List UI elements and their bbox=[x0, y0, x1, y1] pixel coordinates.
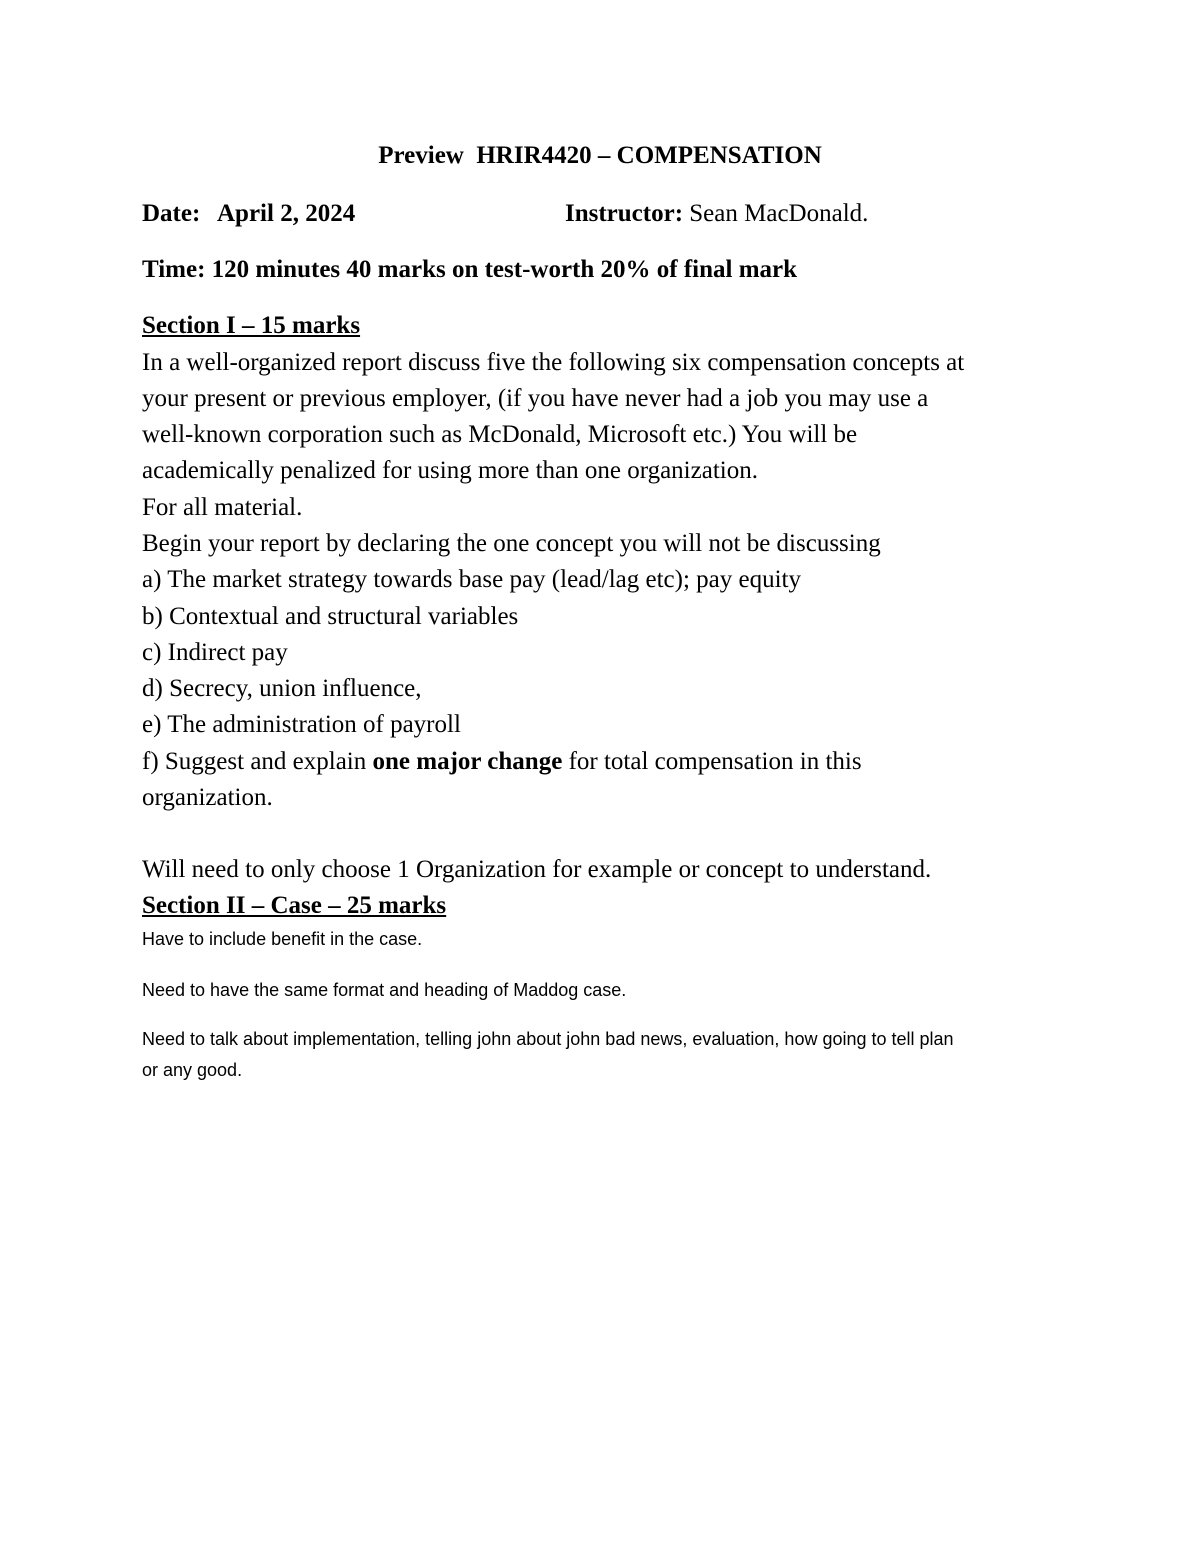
list-item-c: c) Indirect pay bbox=[142, 639, 288, 666]
list-item-f-prefix: f) Suggest and explain bbox=[142, 748, 373, 775]
section1-note: Will need to only choose 1 Organization for example or concept to understand. bbox=[142, 856, 932, 883]
list-item-d: d) Secrecy, union influence, bbox=[142, 675, 422, 702]
section1-intro-line: In a well-organized report discuss five the following six compensation concepts at bbox=[142, 349, 965, 376]
list-item-f bbox=[142, 748, 862, 776]
section1-heading: Section I – 15 marks bbox=[142, 312, 361, 339]
list-item-f-continuation: organization. bbox=[142, 784, 273, 811]
list-item-a: a) The market strategy towards base pay (lead/lag etc); pay equity bbox=[142, 566, 801, 593]
list-item-e: e) The administration of payroll bbox=[142, 711, 461, 738]
section1-intro-line: For all material. bbox=[142, 494, 303, 521]
list-item-f-emphasis: one major change bbox=[372, 748, 563, 775]
section2-heading: Section II – Case – 25 marks bbox=[142, 892, 447, 919]
section1-intro-line: Begin your report by declaring the one concept you will not be discussing bbox=[142, 530, 881, 557]
date-label: Date: bbox=[142, 200, 201, 227]
list-item-f-suffix: for total compensation in this bbox=[562, 748, 862, 775]
section1-intro-line: academically penalized for using more than one organization. bbox=[142, 457, 758, 484]
instructor-value: Sean MacDonald. bbox=[689, 200, 869, 227]
date-value: April 2, 2024 bbox=[217, 200, 356, 227]
section2-note: Need to have the same format and heading of Maddog case. bbox=[142, 980, 627, 1000]
instructor-label: Instructor: bbox=[565, 200, 684, 227]
section1-intro-line: well-known corporation such as McDonald, Microsoft etc.) You will be bbox=[142, 421, 858, 448]
section1-intro-line: your present or previous employer, (if you have never had a job you may use a bbox=[142, 385, 929, 412]
instructor-line bbox=[565, 200, 868, 228]
section2-note: Need to talk about implementation, telling john about john bad news, evaluation, how going to tell plan bbox=[142, 1029, 954, 1049]
document-title: Preview HRIR4420 – COMPENSATION bbox=[378, 142, 822, 169]
section2-note: Have to include benefit in the case. bbox=[142, 929, 423, 949]
time-line: Time: 120 minutes 40 marks on test-worth 20% of final mark bbox=[142, 256, 798, 283]
list-item-b: b) Contextual and structural variables bbox=[142, 603, 519, 630]
section2-note: or any good. bbox=[142, 1060, 243, 1080]
